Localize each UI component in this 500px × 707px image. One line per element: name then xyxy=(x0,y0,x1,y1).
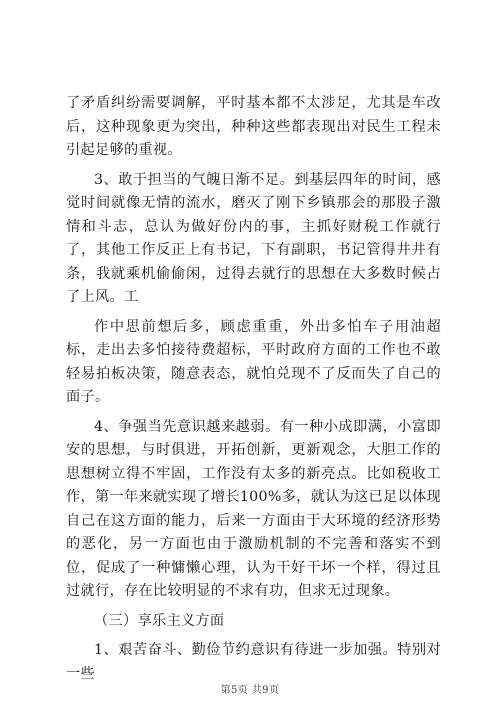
document-body xyxy=(66,92,441,692)
paragraph-point-4: 4、争强当先意识越来越弱。有一种小成即满，小富即安的思想，与时俱进，开拓创新，更新观念，大胆工作的思想树立得不牢固，工作没有太多的新亮点。比如税收工作，第一年来就实现了增长100%多，就认为这已足以体现自己在这方面的能力，后来一方面由于大环境的经济形势的恶化，另一方面也由于激励机制的不完善和落实不到位，促成了一种慵懒心理，认为干好干坏一个样，得过且过就行，存在比较明显的不求有功，但求无过现象。 xyxy=(66,418,441,599)
section-heading-hedonism: （三）享乐主义方面 xyxy=(94,612,225,629)
paragraph-point-3: 3、敢于担当的气魄日渐不足。到基层四年的时间，感觉时间就像无情的流水，磨灭了刚下乡镇那会的那股子激情和斗志，总认为做好份内的事，主抓好财税工作就行了，其他工作反正上有书记，下有副职，书记管得井井有条，我就乘机偷偷闲，过得去就行的思想在大多数时候占了上风。工 xyxy=(66,171,441,305)
paragraph-point-3-continued: 作中思前想后多，顾虑重重，外出多怕车子用油超标，走出去多怕接待费超标，平时政府方面的工作也不敢轻易拍板决策，随意表态，就怕兑现不了反而失了自己的面子。 xyxy=(66,318,441,405)
page-number-footer: 第5页 共9页 xyxy=(220,685,280,696)
paragraph-continuation: 了矛盾纠纷需要调解，平时基本都不太涉足，尤其是车改后，这种现象更为突出，种种这些都表现出对民生工程未引起足够的重视。 xyxy=(66,95,441,158)
paragraph-point-1: 1、艰苦奋斗、勤俭节约意识有待进一步加强。特别对一些 xyxy=(66,642,441,682)
